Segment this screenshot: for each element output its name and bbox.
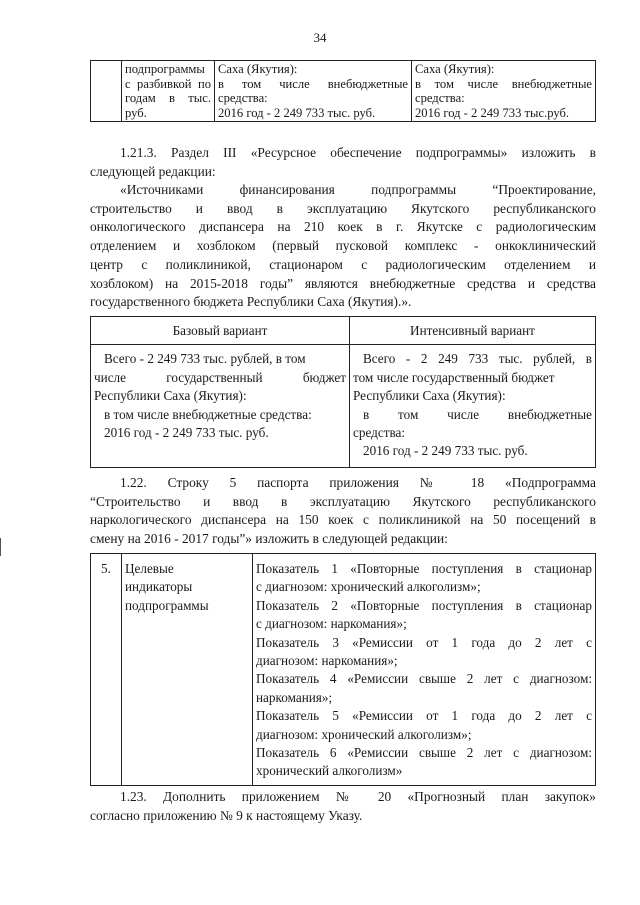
text-line: следующей редакции:	[90, 163, 216, 179]
cell-line: Саха (Якутия):	[218, 62, 298, 76]
cell-line: средства:	[218, 91, 268, 106]
row-number: 5.	[91, 554, 122, 786]
text-line: 1.21.3. Раздел III «Ресурсное обеспечение подпрограммы» изложить в	[120, 145, 596, 160]
indicators-label-cell	[122, 554, 253, 786]
cell-line: том числе государственный бюджет	[353, 369, 555, 385]
cell-line: руб.	[125, 105, 147, 120]
text-line: смену на 2016 - 2017 годы”» изложить в следующей редакции:	[90, 531, 448, 547]
text-line: отделением и хозблоком (первый пусковой комплекс - онкоклинический	[90, 238, 596, 254]
text-line: центр с поликлиникой, стационаром с радиологическим отделением и	[90, 256, 596, 272]
indicator-line: Показатель 6 «Ремиссии свыше 2 лет с диагнозом:	[256, 745, 592, 761]
cell-line: индикаторы	[125, 579, 193, 595]
page-number: 34	[313, 30, 327, 45]
text-line: онкологического диспансера на 210 коек в г. Якутске с радиологическим	[90, 219, 596, 235]
cell-line: средства:	[415, 91, 465, 106]
cell-line: в том числе внебюджетные	[218, 76, 408, 91]
cell-line: годам в тыс.	[125, 91, 211, 106]
indicator-line: с диагнозом: наркомания»;	[256, 616, 407, 632]
variants-table	[90, 316, 596, 468]
cell-line: Всего - 2 249 733 тыс. рублей, в	[363, 351, 592, 367]
text-line: “Строительство и ввод в эксплуатацию Якутского республиканского	[90, 493, 596, 509]
cell-line: с разбивкой по	[125, 76, 211, 91]
base-variant-cell	[91, 345, 350, 467]
cell-line: Республики Саха (Якутия):	[94, 388, 247, 404]
text-line: 1.23. Дополнить приложением № 20 «Прогнозный план закупок»	[120, 789, 596, 804]
indicator-line: с диагнозом: хронический алкоголизм»;	[256, 579, 481, 595]
top-table-fragment	[90, 60, 596, 122]
cell-line: числе государственный бюджет	[94, 369, 346, 385]
scan-edge-mark	[0, 538, 1, 556]
indicator-line: диагнозом: хронический алкоголизм»;	[256, 726, 472, 742]
text-line: «Источниками финансирования подпрограммы “Проектирование,	[120, 182, 596, 197]
cell-line: 2016 год - 2 249 733 тыс. руб.	[363, 443, 528, 459]
indicator-line: хронический алкоголизм»	[256, 763, 403, 779]
cell-line: 2016 год - 2 249 733 тыс. руб.	[104, 425, 269, 441]
header-base: Базовый вариант	[91, 317, 350, 345]
text-line: 1.22. Строку 5 паспорта приложения № 18 «Подпрограмма	[120, 475, 596, 490]
text-line: наркологического диспансера на 150 коек с поликлиникой на 50 посещений в	[90, 512, 596, 528]
indicator-line: Показатель 3 «Ремиссии от 1 года до 2 лет с	[256, 634, 592, 650]
indicator-line: Показатель 5 «Ремиссии от 1 года до 2 лет с	[256, 708, 592, 724]
cell-line: в том числе внебюджетные	[415, 76, 592, 91]
paragraph-1-21-3	[90, 144, 596, 181]
indicator-line: диагнозом: наркомания»;	[256, 653, 398, 669]
cell-line: Всего - 2 249 733 тыс. рублей, в том	[104, 351, 306, 367]
indicator-line: наркомания»;	[256, 689, 333, 705]
top-table-label-cell	[122, 61, 215, 122]
indicator-line: Показатель 4 «Ремиссии свыше 2 лет с диагнозом:	[256, 671, 592, 687]
top-table-base-cell	[215, 61, 412, 122]
header-intensive: Интенсивный вариант	[350, 317, 596, 345]
empty-cell	[91, 61, 122, 122]
indicators-list-cell	[253, 554, 596, 786]
cell-line: Саха (Якутия):	[415, 62, 495, 76]
quote-paragraph	[90, 181, 596, 312]
cell-line: 2016 год - 2 249 733 тыс.руб.	[415, 105, 570, 120]
cell-line: подпрограммы	[125, 597, 209, 613]
top-table-intensive-cell	[412, 61, 596, 122]
cell-line: в том числе внебюджетные средства:	[104, 406, 312, 422]
indicators-table	[90, 553, 596, 786]
cell-line: в том числе внебюджетные	[363, 406, 592, 422]
text-line: хозблоком) на 2015-2018 годы” являются внебюджетные средства и средства	[90, 275, 596, 291]
cell-line: Республики Саха (Якутия):	[353, 388, 506, 404]
intensive-variant-cell	[350, 345, 596, 467]
cell-line: 2016 год - 2 249 733 тыс. руб.	[218, 105, 376, 120]
indicator-line: Показатель 2 «Повторные поступления в стационар	[256, 597, 592, 613]
text-line: строительство и ввод в эксплуатацию Якутского республиканского	[90, 200, 596, 216]
text-line: государственного бюджета Республики Саха (Якутия).».	[90, 294, 412, 310]
paragraph-1-23	[90, 788, 596, 825]
text-line: согласно приложению № 9 к настоящему Указу.	[90, 807, 363, 823]
paragraph-1-22	[90, 474, 596, 549]
cell-line: средства:	[353, 425, 406, 441]
cell-line: Целевые	[125, 561, 174, 576]
indicator-line: Показатель 1 «Повторные поступления в стационар	[256, 561, 592, 576]
cell-line: подпрограммы	[125, 62, 205, 76]
